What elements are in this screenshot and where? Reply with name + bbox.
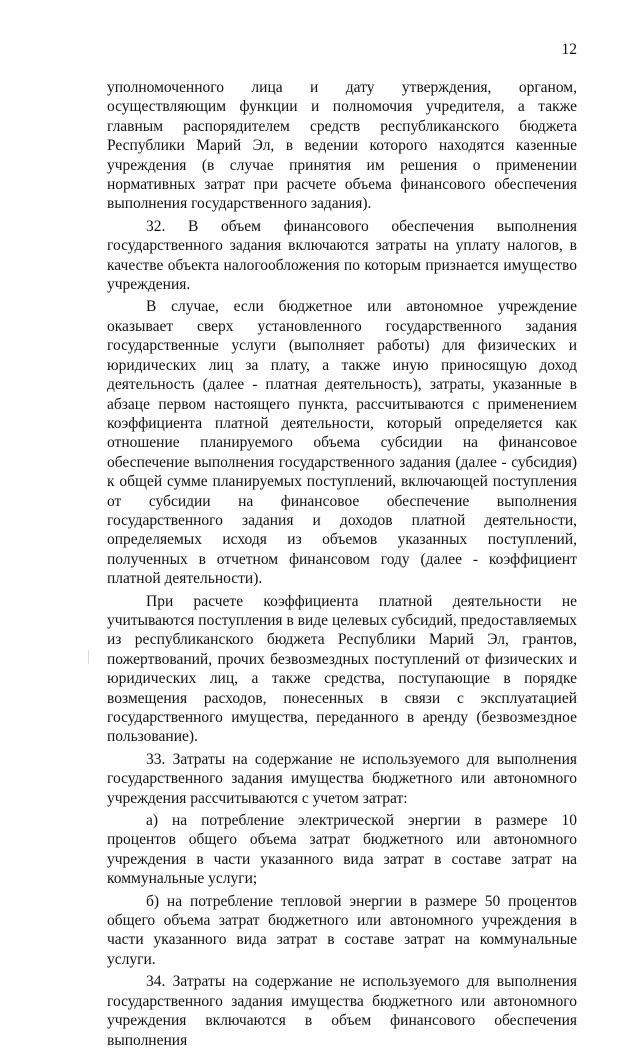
paragraph-coefficient-exclusions: При расчете коэффициента платной деятельности не учитываются поступления в виде целевых субсидий, предоставляемых из республиканского бюджета Республики Марий Эл, грантов, пожертвований, прочих безвозмездных поступлений от физических и юридических лиц, а также средства, поступающие в порядке возмещения расходов, понесенных в связи с эксплуатацией государственного имущества, переданного в аренду (безвозмездное пользование). (107, 592, 577, 746)
paragraph-continued: уполномоченного лица и дату утверждения, органом, осуществляющим функции и полномочия учредителя, а также главным распорядителем средств республиканского бюджета Республики Марий Эл, в ведении которого находятся казенные учреждения (в случае принятия им решения о применении нормативных затрат при расчете объема финансового обеспечения выполнения государственного задания). (107, 79, 577, 213)
scan-margin-mark (88, 650, 89, 664)
paragraph-item-34: 34. Затраты на содержание не используемого для выполнения государственного задания имущества бюджетного или автономного учреждения включаются в объем финансового обеспечения выполнения (107, 973, 577, 1049)
paragraph-item-33-a: а) на потребление электрической энергии в размере 10 процентов общего объема затрат бюджетного или автономного учреждения в части указанного вида затрат в составе затрат на коммунальные услуги; (107, 812, 577, 888)
paragraph-item-32: 32. В объем финансового обеспечения выполнения государственного задания включаются затраты на уплату налогов, в качестве объекта налогообложения по которым признается имущество учреждения. (107, 217, 577, 294)
document-body (107, 78, 577, 1053)
page-number: 12 (561, 41, 577, 58)
paragraph-item-33-b: б) на потребление тепловой энергии в размере 50 процентов общего объема затрат бюджетного или автономного учреждения в части указанного вида затрат в составе затрат на коммунальные услуги. (107, 892, 577, 968)
paragraph-item-33: 33. Затраты на содержание не используемого для выполнения государственного задания имущества бюджетного или автономного учреждения рассчитываются с учетом затрат: (107, 750, 577, 807)
paragraph-paid-activity: В случае, если бюджетное или автономное учреждение оказывает сверх установленного государственного задания государственные услуги (выполняет работы) для физических и юридических лиц за плату, а также иную приносящую доход деятельность (далее - платная деятельность), затраты, указанные в абзаце первом настоящего пункта, рассчитываются с применением коэффициента платной деятельности, который определяется как отношение планируемого объема субсидии на финансовое обеспечение выполнения государственного задания (далее - субсидия) к общей сумме планируемых поступлений, включающей поступления от субсидии на финансовое обеспечение выполнения государственного задания и доходов платной деятельности, определяемых исходя из объемов указанных поступлений, полученных в отчетном финансовом году (далее - коэффициент платной деятельности). (107, 298, 577, 588)
